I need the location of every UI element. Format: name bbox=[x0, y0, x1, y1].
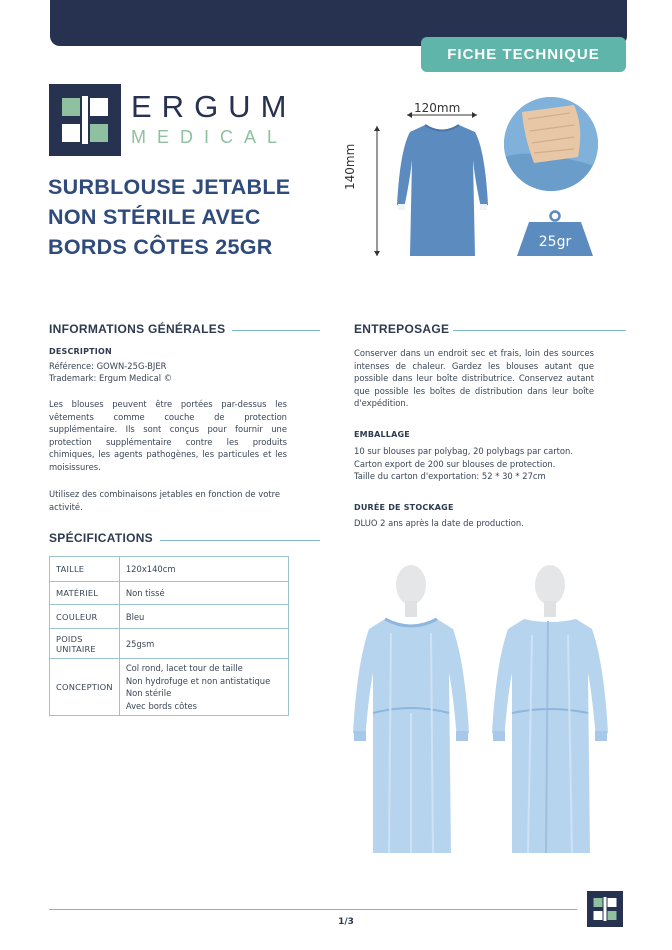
spec-key: TAILLE bbox=[50, 557, 120, 582]
brand-name: ERGUM bbox=[131, 89, 297, 124]
spec-key: COULEUR bbox=[50, 605, 120, 629]
usage-paragraph: Utilisez des combinaisons jetables en fonction de votre activité. bbox=[49, 489, 281, 512]
title-line: NON STÉRILE AVEC bbox=[48, 205, 261, 229]
brand-tagline: MEDICAL bbox=[131, 127, 289, 147]
storage-heading: ENTREPOSAGE bbox=[354, 322, 450, 336]
description-paragraph: Les blouses peuvent être portées par-dessus les vêtements comme couche de protection supplémentaire. Ils sont conçus pour fournir une protection supplémentaire contre les produits chimiques, les agents pathogènes, les particules et les moisissures. bbox=[49, 399, 287, 472]
table-row bbox=[50, 629, 289, 659]
product-title bbox=[48, 172, 348, 262]
table-row bbox=[50, 605, 289, 629]
table-row bbox=[50, 582, 289, 605]
description-heading: DESCRIPTION bbox=[49, 347, 112, 356]
specifications-heading: SPÉCIFICATIONS bbox=[49, 531, 153, 545]
spec-key: CONCEPTION bbox=[50, 659, 120, 716]
packaging-line: 10 sur blouses par polybag, 20 polybags par carton. bbox=[354, 446, 574, 456]
spec-key: MATÉRIEL bbox=[50, 582, 120, 605]
specifications-table bbox=[49, 556, 289, 716]
fiche-technique-badge: FICHE TECHNIQUE bbox=[421, 37, 626, 72]
section-divider bbox=[453, 330, 626, 331]
weight-label: 25gr bbox=[538, 234, 572, 250]
packaging-line: Carton export de 200 sur blouses de protection. bbox=[354, 458, 556, 469]
table-row bbox=[50, 557, 289, 582]
storage-text: Conserver dans un endroit sec et frais, loin des sources intenses de chaleur. Gardez les blouses autant que possible dans leur boîte distributrice. Conservez autant que possible les boîtes de distribution dans leur boîte d'expédition. bbox=[354, 348, 594, 408]
spec-value-line: Col rond, lacet tour de taille bbox=[125, 663, 243, 673]
page-number: 1/3 bbox=[338, 917, 354, 927]
fabric-detail-image bbox=[504, 97, 598, 191]
spec-value-line: Avec bords côtes bbox=[125, 700, 198, 711]
footer-divider bbox=[49, 909, 577, 910]
spec-value: 25gsm bbox=[119, 629, 288, 659]
packaging-heading: EMBALLAGE bbox=[354, 430, 410, 439]
table-row bbox=[50, 659, 289, 716]
title-line: SURBLOUSE JETABLE bbox=[48, 175, 291, 199]
width-dimension-label: 120mm bbox=[414, 101, 461, 115]
spec-value-line: Non hydrofuge et non antistatique bbox=[125, 675, 271, 686]
spec-key: POIDS UNITAIRE bbox=[50, 629, 120, 659]
gown-back-photo bbox=[488, 563, 610, 863]
shelf-life-heading: DURÉE DE STOCKAGE bbox=[354, 503, 454, 512]
shelf-life-text: DLUO 2 ans après la date de production. bbox=[354, 518, 524, 528]
title-line: BORDS CÔTES 25GR bbox=[48, 235, 273, 259]
packaging-line: Taille du carton d'exportation: 52 * 30 * 27cm bbox=[354, 471, 546, 481]
spec-value-list bbox=[119, 659, 288, 716]
ergum-logo-icon bbox=[49, 84, 121, 156]
general-info-heading: INFORMATIONS GÉNÉRALES bbox=[49, 322, 226, 336]
reference-text: Référence: GOWN-25G-BJER bbox=[49, 361, 167, 371]
footer-logo-icon bbox=[587, 891, 623, 927]
trademark-text: Trademark: Ergum Medical © bbox=[49, 373, 173, 383]
spec-value: Non tissé bbox=[119, 582, 288, 605]
section-divider bbox=[232, 330, 320, 331]
height-dimension-label: 140mm bbox=[343, 143, 357, 190]
gown-diagram-icon bbox=[355, 110, 495, 260]
spec-value: 120x140cm bbox=[119, 557, 288, 582]
spec-value: Bleu bbox=[119, 605, 288, 629]
gown-front-photo bbox=[349, 563, 471, 863]
section-divider bbox=[160, 540, 320, 541]
spec-value-line: Non stérile bbox=[125, 688, 172, 698]
